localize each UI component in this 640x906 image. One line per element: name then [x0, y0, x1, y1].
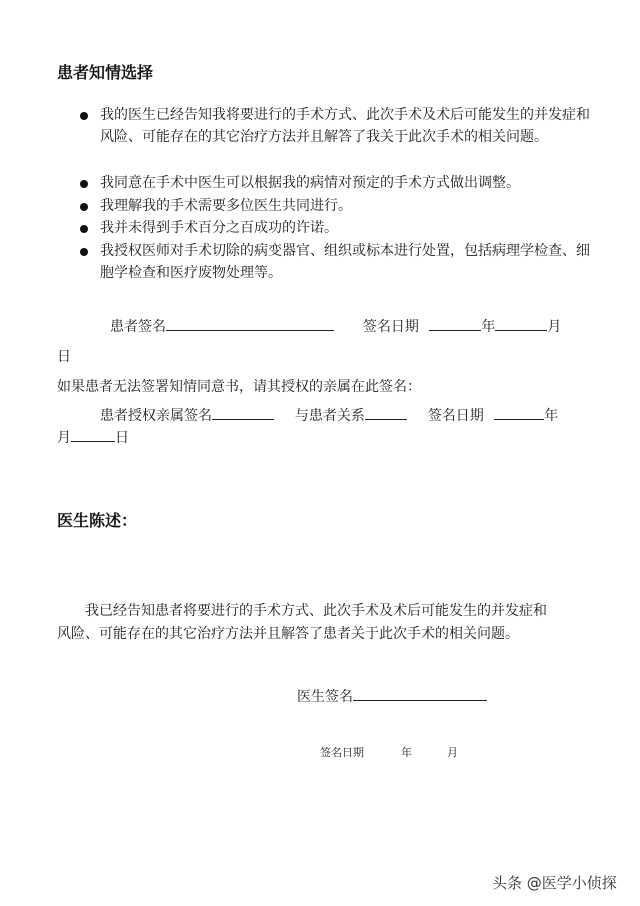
consent-item: 我同意在手术中医生可以根据我的病情对预定的手术方式做出调整。	[100, 175, 520, 191]
consent-item: 我授权医师对手术切除的病变器官、组织或标本进行处置，包括病理学检查、细胞学检查和医疗废物处理等。	[100, 243, 590, 281]
relative-sign-field[interactable]	[212, 405, 274, 420]
proxy-note: 如果患者无法签署知情同意书，请其授权的亲属在此签名：	[57, 379, 421, 395]
year-label: 年	[481, 319, 496, 335]
bullet-icon	[80, 180, 88, 188]
doctor-sign-field[interactable]	[353, 686, 487, 701]
doctor-date-label: 签名日期	[320, 746, 364, 759]
doctor-statement-line-1: 我已经告知患者将要进行的手术方式、此次手术及术后可能发生的并发症和	[85, 603, 547, 619]
patient-signature-row	[110, 316, 561, 338]
proxy-year-label: 年	[544, 408, 559, 424]
patient-sign-label: 患者签名	[110, 319, 166, 335]
doctor-signature-row	[297, 686, 487, 708]
proxy-signature-row	[100, 405, 558, 427]
watermark: 头条 @医学小侦探	[492, 874, 617, 892]
bullet-icon	[80, 248, 88, 256]
month-field[interactable]	[495, 316, 547, 331]
doctor-statement-line-2: 风险、可能存在的其它治疗方法并且解答了患者关于此次手术的相关问题。	[57, 626, 519, 642]
doctor-date-row	[320, 744, 458, 760]
sign-date-label: 签名日期	[362, 319, 419, 335]
relative-sign-label: 患者授权亲属签名	[100, 408, 212, 424]
year-field[interactable]	[429, 316, 481, 331]
proxy-day-label: 日	[115, 430, 129, 446]
proxy-date-label: 签名日期	[427, 408, 484, 424]
doctor-sign-label: 医生签名	[297, 689, 353, 705]
doctor-section-title: 医生陈述：	[57, 511, 138, 530]
proxy-month-field[interactable]	[71, 427, 115, 442]
proxy-date-row-2	[57, 427, 129, 449]
bullet-icon	[80, 225, 88, 233]
doctor-year-label: 年	[401, 746, 412, 759]
consent-item: 我的医生已经告知我将要进行的手术方式、此次手术及术后可能发生的并发症和风险、可能存在的其它治疗方法并且解答了我关于此次手术的相关问题。	[100, 107, 590, 145]
patient-sign-field[interactable]	[166, 316, 334, 331]
proxy-month-label: 月	[57, 430, 71, 446]
patient-section-title: 患者知情选择	[57, 63, 154, 82]
relation-label: 与患者关系	[294, 408, 365, 424]
month-label: 月	[547, 319, 562, 335]
consent-item: 我理解我的手术需要多位医生共同进行。	[100, 198, 352, 214]
day-label: 日	[57, 349, 71, 365]
doctor-month-label: 月	[447, 746, 458, 759]
bullet-icon	[80, 112, 88, 120]
consent-item: 我并未得到手术百分之百成功的许诺。	[100, 220, 338, 236]
proxy-year-field[interactable]	[494, 405, 544, 420]
relation-field[interactable]	[365, 405, 407, 420]
bullet-icon	[80, 203, 88, 211]
